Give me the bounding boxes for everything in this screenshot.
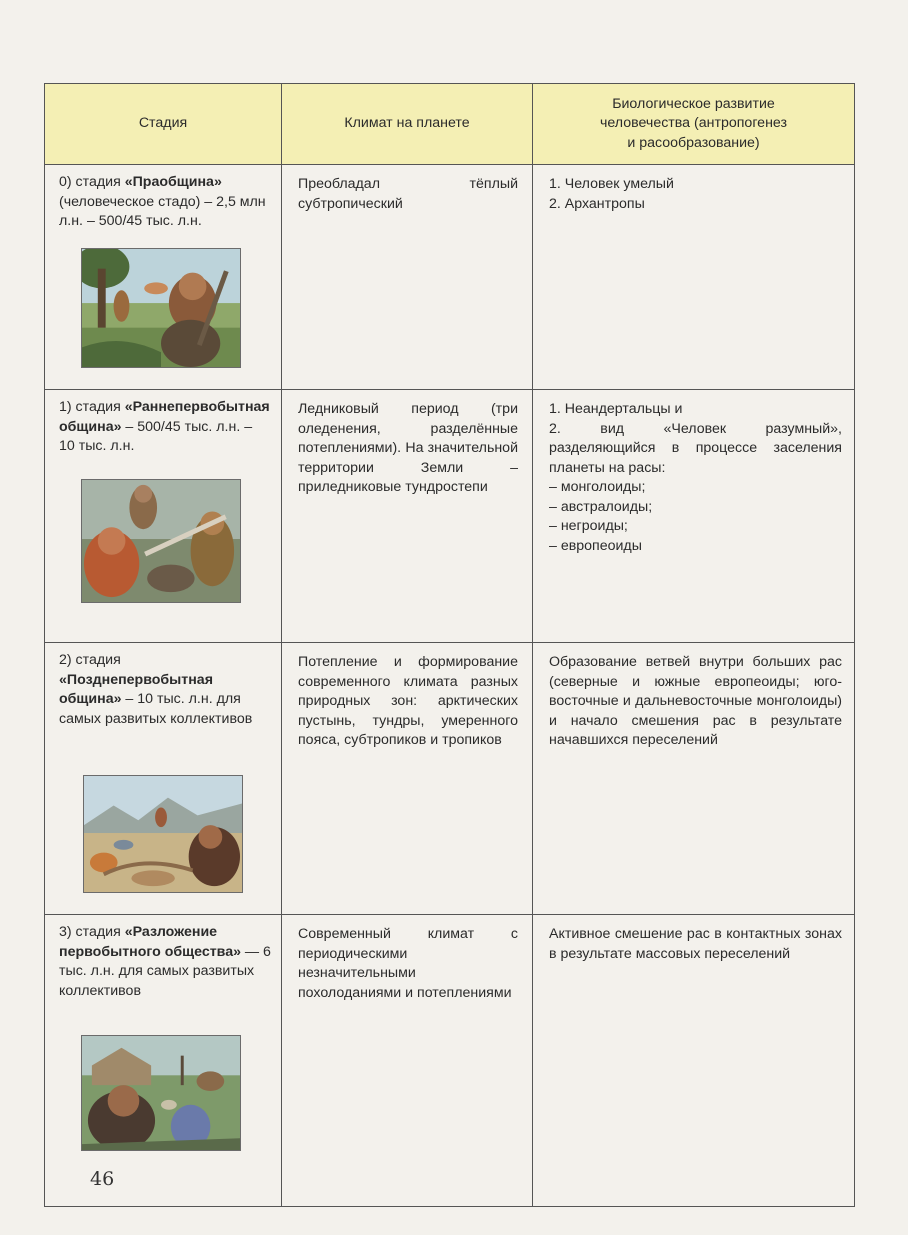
bio-item: Активное смешение рас в контактных зонах в результате массовых переселений: [549, 926, 842, 962]
header-stage: Стадия: [45, 84, 282, 165]
bio-item: – монголоиды;: [549, 479, 646, 495]
bio-cell: [533, 165, 855, 390]
stage-prefix: 1) стадия: [59, 399, 125, 415]
bio-item: 1. Человек умелый: [549, 176, 674, 192]
header-bio-line: человечества (антропогенез: [600, 115, 787, 132]
bio-item: – европеоиды: [549, 537, 642, 554]
table-row: [45, 915, 855, 1207]
bio-item: 1. Неандертальцы и: [549, 401, 683, 417]
bio-item: Образование ветвей внутри больших рас (северные и южные европеоиды; юго-восточные и дальневосточные монголоиды) и начало смешения рас в результате начавшихся переселений: [549, 654, 842, 748]
stage-description: [59, 651, 271, 729]
stage-period: — 6 тыс. л.н. для самых развитых коллективов: [59, 943, 271, 999]
stage-description: [59, 173, 271, 232]
stages-table: [44, 83, 855, 1207]
bio-item: – австралоиды;: [549, 498, 653, 515]
bio-cell: [533, 915, 855, 1207]
stage-period: – 10 тыс. л.н. для самых развитых коллективов: [59, 691, 253, 727]
stage-name: «Праобщина»: [124, 174, 222, 190]
page-number: 46: [90, 1168, 115, 1190]
stage-cell: [45, 915, 282, 1207]
stage-period: – 500/45 тыс. л.н. – 10 тыс. л.н.: [59, 418, 253, 454]
climate-cell: Современный климат с периодическими незначительными похолоданиями и потеплениями: [282, 915, 533, 1207]
stage-name: «Раннепервобытная община»: [59, 399, 270, 435]
stage-name: «Разложение первобытного общества»: [59, 924, 241, 960]
bio-item: 2. вид «Человек разумный», разделяющийся в процессе заселения планеты на расы:: [549, 420, 842, 476]
table-header: [45, 84, 855, 165]
header-bio-line: и расообразование): [627, 134, 760, 151]
bio-item: – негроиды;: [549, 518, 628, 534]
stage-illustration: [81, 248, 241, 368]
header-climate: Климат на планете: [282, 84, 533, 165]
stage-cell: [45, 643, 282, 915]
stage-prefix: 0) стадия: [59, 174, 125, 190]
climate-cell: Ледниковый период (три оледенения, разделённые потеплениями). На значительной территории Земли – приледниковые тундростепи: [282, 390, 533, 643]
bio-cell: [533, 643, 855, 915]
stage-illustration: [83, 775, 243, 893]
table-row: [45, 643, 855, 915]
climate-cell: Потепление и формирование современного климата разных природных зон: арктических пустынь, тундры, умеренного пояса, субтропиков и тропиков: [282, 643, 533, 915]
stage-name: «Позднепервобытная община»: [59, 671, 213, 707]
stage-illustration: [81, 1035, 241, 1151]
climate-cell: Преобладал тёплый субтропический: [282, 165, 533, 390]
table-row: [45, 165, 855, 390]
table-row: [45, 390, 855, 643]
header-bio-line: Биологическое развитие: [612, 95, 775, 112]
stage-period: (человеческое стадо) – 2,5 млн л.н. – 500/45 тыс. л.н.: [59, 193, 266, 229]
stage-prefix: 2) стадия: [59, 652, 121, 668]
stage-cell: [45, 390, 282, 643]
stage-prefix: 3) стадия: [59, 924, 125, 940]
stage-description: [59, 923, 271, 1001]
stage-description: [59, 398, 271, 457]
stage-cell: [45, 165, 282, 390]
bio-cell: [533, 390, 855, 643]
bio-item: 2. Архантропы: [549, 195, 645, 212]
stage-illustration: [81, 479, 241, 603]
header-bio: [533, 84, 855, 165]
